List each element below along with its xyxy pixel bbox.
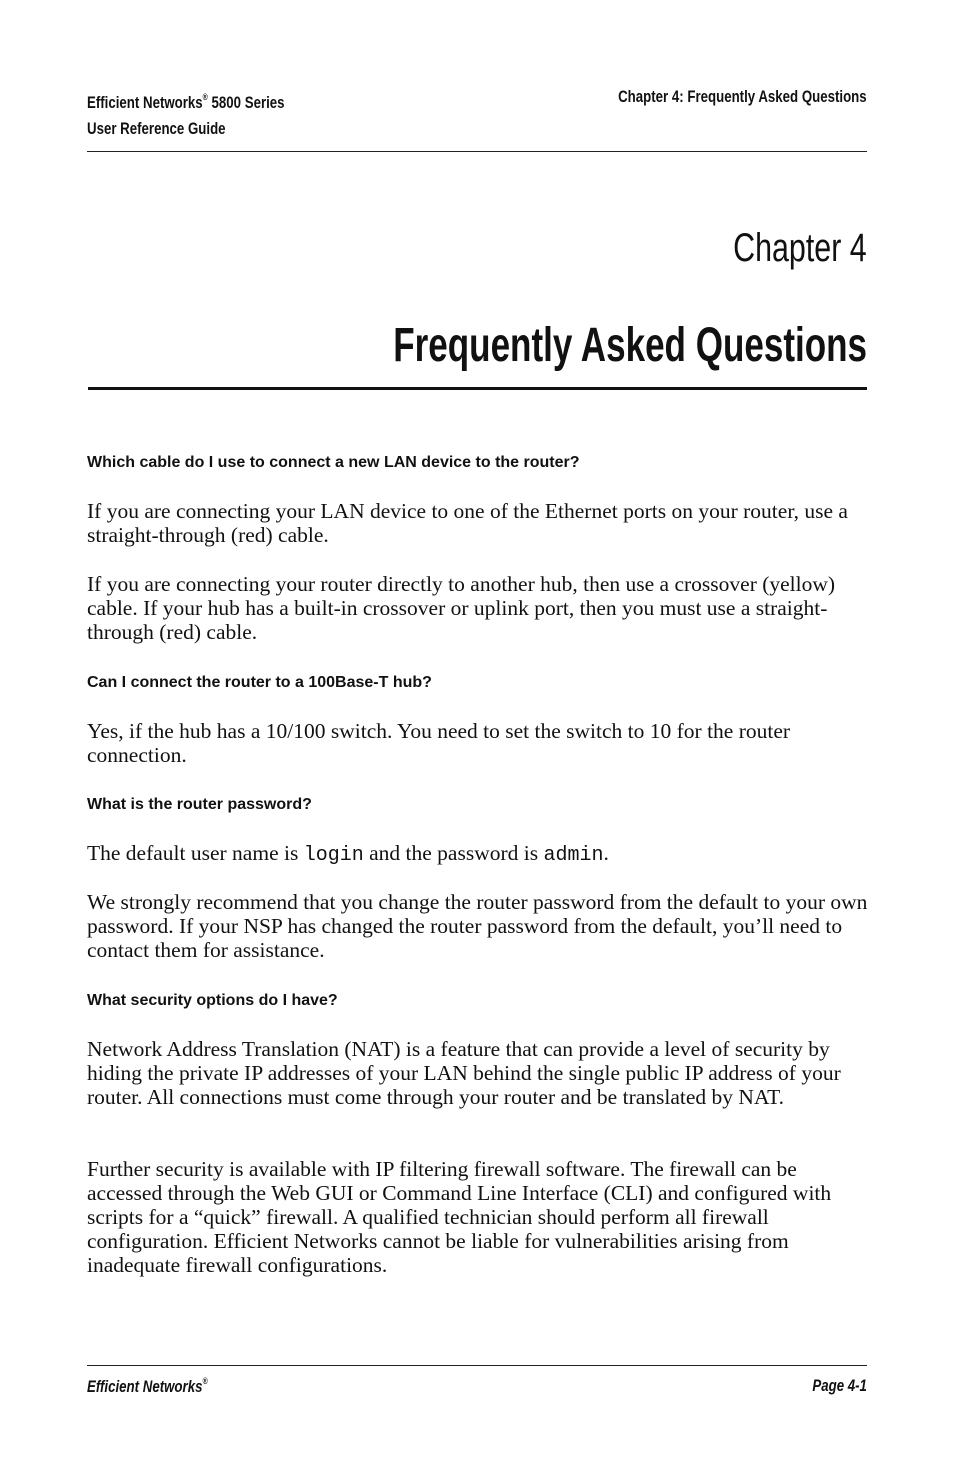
default-credentials-paragraph: The default user name is login and the password is admin. xyxy=(87,841,609,867)
footer-company: Efficient Networks® xyxy=(87,1376,208,1396)
question-heading: What security options do I have? xyxy=(87,992,338,1009)
body-paragraph: Yes, if the hub has a 10/100 switch. You need to set the switch to 10 for the router connection. xyxy=(87,719,791,767)
body-paragraph: If you are connecting your LAN device to one of the Ethernet ports on your router, use a straight-through (red) cable. xyxy=(87,499,848,547)
header-chapter-ref: Chapter 4: Frequently Asked Questions xyxy=(618,87,867,106)
running-header-left xyxy=(87,84,340,142)
body-paragraph: If you are connecting your router directly to another hub, then use a crossover (yellow) cable. If your hub has a built-in crossover or uplink port, then you must use a straight-through (red) cable. xyxy=(87,572,836,644)
title-rule xyxy=(88,387,867,390)
default-username: login xyxy=(303,844,364,867)
chapter-title: Frequently Asked Questions xyxy=(393,319,867,372)
body-paragraph: We strongly recommend that you change the router password from the default to your own password. If your NSP has changed the router password from the default, you’ll need to contact them for assistance. xyxy=(87,890,868,962)
question-heading: What is the router password? xyxy=(87,796,312,813)
body-paragraph: Further security is available with IP filtering firewall software. The firewall can be accessed through the Web GUI or Command Line Interface (CLI) and configured with scripts for a “quick” firewall. A qualified technician should perform all firewall configuration. Efficient Networks cannot be liable for vulnerabilities arising from inadequate firewall configurations. xyxy=(87,1157,832,1277)
question-heading: Can I connect the router to a 100Base-T hub? xyxy=(87,674,432,691)
body-paragraph: Network Address Translation (NAT) is a feature that can provide a level of security by hiding the private IP addresses of your LAN behind the single public IP address of your router. All connections must come through your router and be translated by NAT. xyxy=(87,1037,841,1109)
header-guide: User Reference Guide xyxy=(87,119,226,138)
question-heading: Which cable do I use to connect a new LAN device to the router? xyxy=(87,454,580,471)
header-rule xyxy=(87,151,867,152)
page-number: Page 4-1 xyxy=(812,1376,867,1395)
header-product: Efficient Networks® 5800 Series xyxy=(87,92,285,112)
chapter-label: Chapter 4 xyxy=(733,226,867,270)
footer-rule xyxy=(87,1365,867,1366)
running-header-right xyxy=(548,84,867,110)
default-password: admin xyxy=(543,844,604,867)
